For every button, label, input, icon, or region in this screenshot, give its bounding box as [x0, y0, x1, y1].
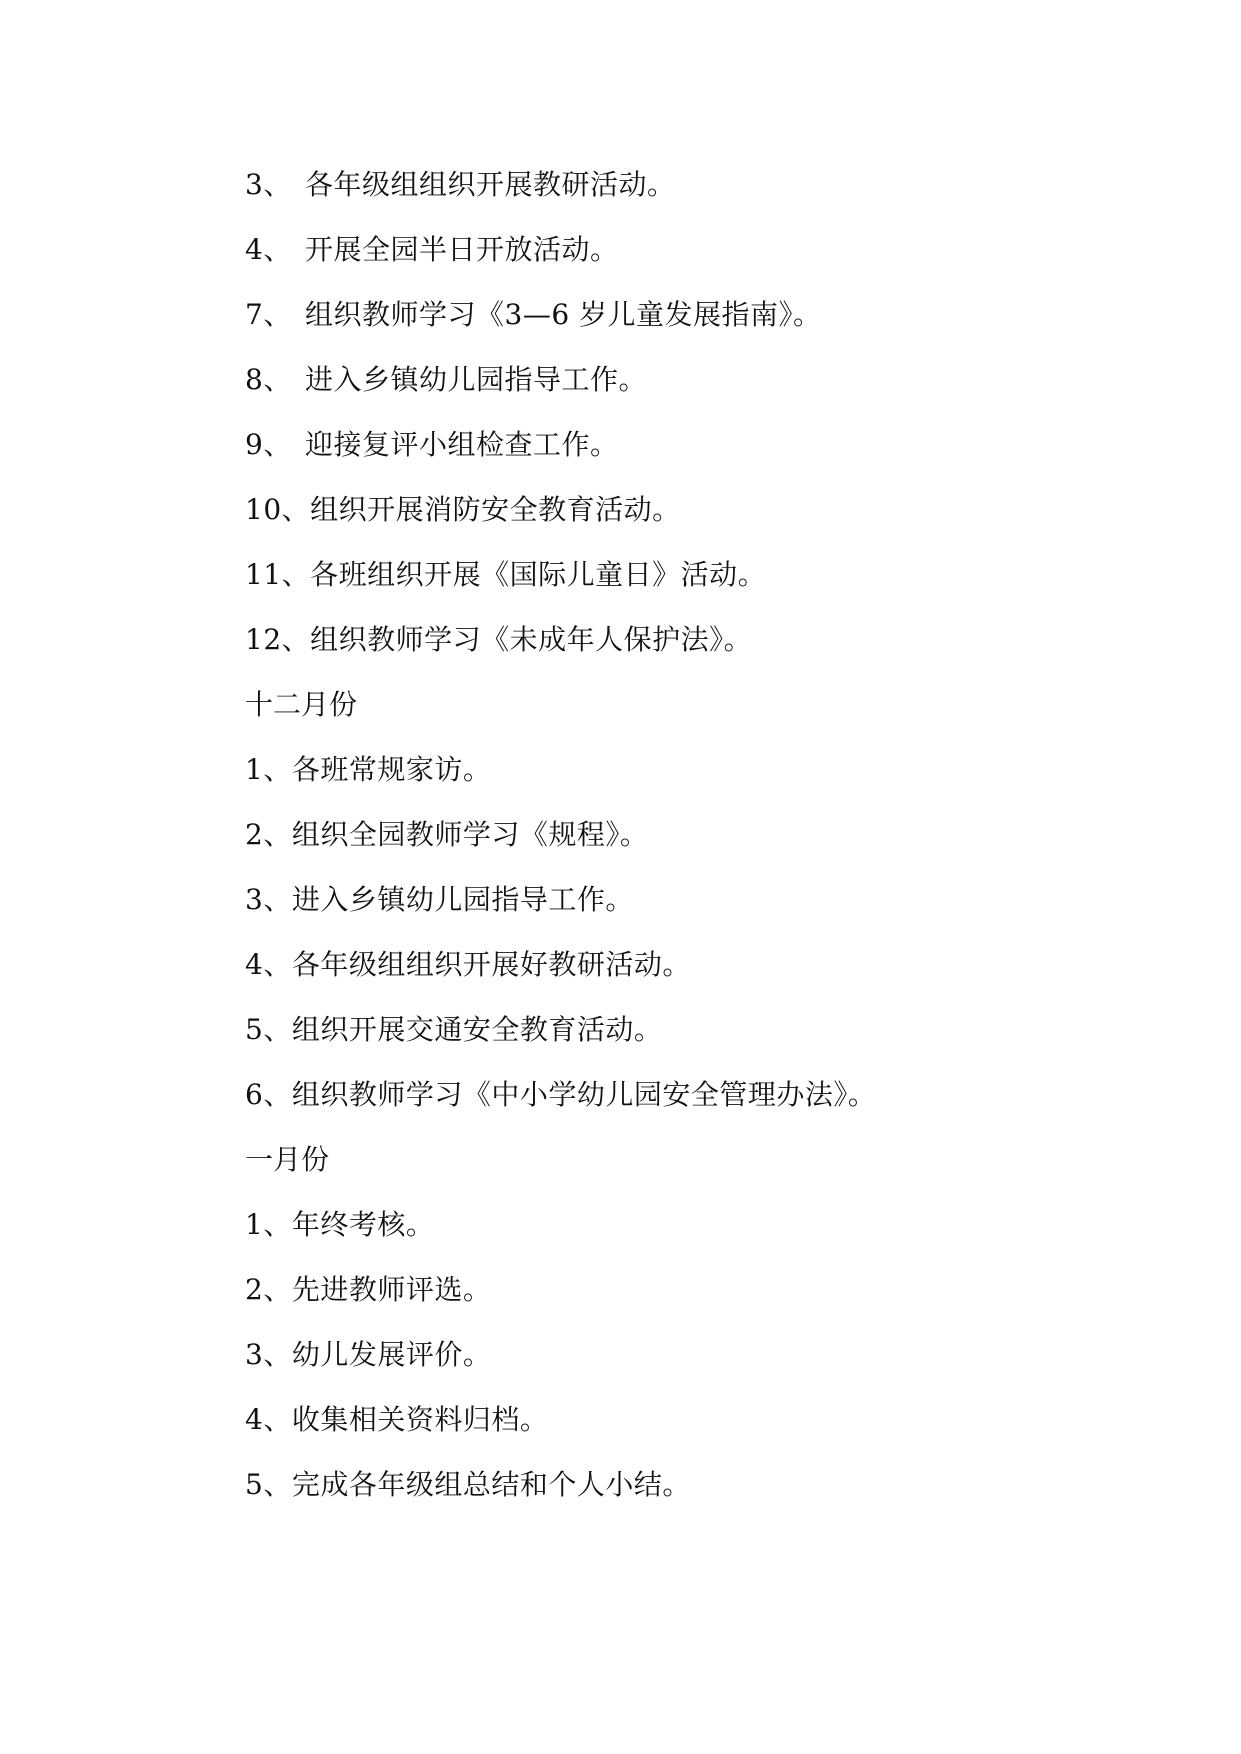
item-number: 4、 — [245, 1403, 292, 1436]
item-number: 1、 — [245, 1208, 292, 1241]
item-number: 2、 — [245, 818, 292, 851]
item-number: 6、 — [245, 1078, 292, 1111]
list-item — [245, 420, 1145, 485]
item-number: 1、 — [245, 753, 292, 786]
list-item — [245, 745, 1145, 810]
list-item — [245, 160, 1145, 225]
item-number: 3、 — [245, 168, 292, 201]
item-text: 收集相关资料归档。 — [291, 1403, 549, 1436]
item-text: 组织开展消防安全教育活动。 — [310, 493, 681, 526]
item-text: 进入乡镇幼儿园指导工作。 — [305, 363, 648, 396]
list-item — [245, 1005, 1145, 1070]
item-number: 3、 — [245, 883, 292, 916]
item-number: 4、 — [245, 233, 292, 266]
item-text: 各年级组组织开展教研活动。 — [305, 168, 676, 201]
item-number: 7、 — [245, 298, 292, 331]
list-item — [245, 615, 1145, 680]
item-text: 各年级组组织开展好教研活动。 — [291, 948, 691, 981]
list-item — [245, 1070, 1145, 1135]
list-item — [245, 355, 1145, 420]
list-item — [245, 1330, 1145, 1395]
list-item — [245, 1460, 1145, 1525]
list-item — [245, 810, 1145, 875]
item-text: 年终考核。 — [291, 1208, 435, 1241]
item-number: 11、 — [245, 558, 311, 591]
item-number: 5、 — [245, 1013, 292, 1046]
item-text: 开展全园半日开放活动。 — [305, 233, 619, 266]
list-item — [245, 225, 1145, 290]
item-number: 9、 — [245, 428, 292, 461]
item-text: 组织开展交通安全教育活动。 — [291, 1013, 663, 1046]
item-text: 各班常规家访。 — [291, 753, 492, 786]
item-number: 2、 — [245, 1273, 292, 1306]
list-item — [245, 1200, 1145, 1265]
item-text: 迎接复评小组检查工作。 — [305, 428, 619, 461]
item-number: 3、 — [245, 1338, 292, 1371]
item-text: 完成各年级组总结和个人小结。 — [291, 1468, 691, 1501]
item-text: 进入乡镇幼儿园指导工作。 — [291, 883, 634, 916]
list-item — [245, 290, 1145, 355]
list-item — [245, 550, 1145, 615]
list-item — [245, 1265, 1145, 1330]
item-number: 8、 — [245, 363, 292, 396]
item-number: 12、 — [245, 623, 311, 656]
item-text: 组织全园教师学习《规程》。 — [291, 818, 649, 851]
item-text: 各班组织开展《国际儿童日》活动。 — [310, 558, 767, 591]
list-item — [245, 940, 1145, 1005]
document-body — [245, 160, 1145, 1525]
item-text: 幼儿发展评价。 — [291, 1338, 492, 1371]
item-text: 组织教师学习《3—6 岁儿童发展指南》。 — [305, 298, 822, 331]
list-item — [245, 485, 1145, 550]
item-number: 4、 — [245, 948, 292, 981]
item-number: 10、 — [245, 493, 311, 526]
section-heading-january: 一月份 — [245, 1143, 330, 1176]
list-item — [245, 875, 1145, 940]
section-heading-december: 十二月份 — [245, 688, 358, 721]
item-number: 5、 — [245, 1468, 292, 1501]
item-text: 先进教师评选。 — [291, 1273, 492, 1306]
list-item — [245, 1395, 1145, 1460]
item-text: 组织教师学习《中小学幼儿园安全管理办法》。 — [291, 1078, 877, 1111]
item-text: 组织教师学习《未成年人保护法》。 — [310, 623, 753, 656]
